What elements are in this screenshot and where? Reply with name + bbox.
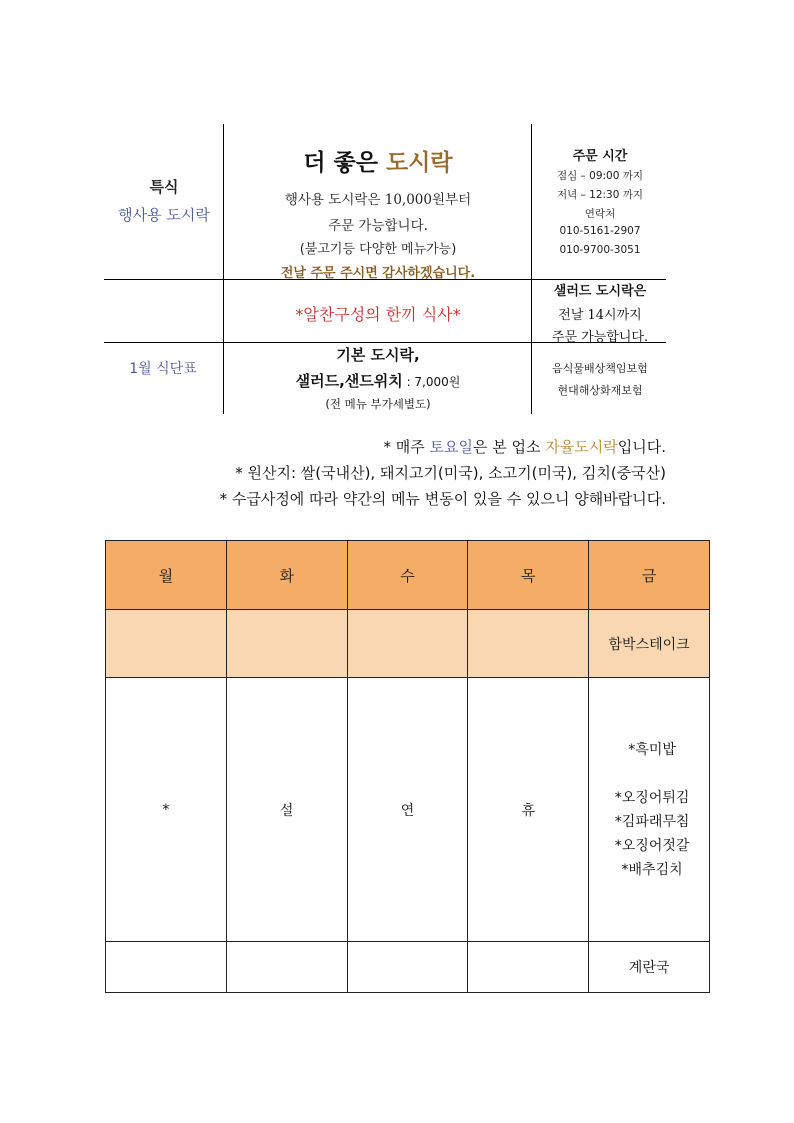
soup-cell: 계란국 [589, 942, 710, 993]
main-cell: 연 [347, 678, 468, 942]
day-header: 금 [589, 541, 710, 610]
table-row-soup [106, 942, 710, 993]
soup-cell [347, 942, 468, 993]
note-text: 입니다. [617, 438, 666, 456]
basic-price: : 7,000원 [402, 375, 461, 389]
day-header: 수 [347, 541, 468, 610]
phone-number: 010-5161-2907 [559, 225, 641, 237]
weekly-menu-table [105, 540, 710, 993]
friday-menu-list [589, 678, 710, 942]
special-cell [106, 610, 227, 678]
day-header: 화 [226, 541, 347, 610]
salad-note: 주문 가능합니다. [551, 330, 649, 345]
note-disclaimer: * 수급사정에 따라 약간의 메뉴 변동이 있을 수 있으니 양해바랍니다. [219, 490, 666, 508]
event-line: 전날 주문 주시면 감사하겠습니다. [280, 266, 476, 281]
header-block [104, 124, 666, 414]
special-cell: 함박스테이크 [589, 610, 710, 678]
note-line [104, 434, 666, 460]
vat-note: (전 메뉴 부가세별도) [325, 397, 431, 411]
basic-menu-items: 샐러드,샌드위치 [295, 372, 403, 390]
special-cell [468, 610, 589, 678]
day-header: 월 [106, 541, 227, 610]
event-line: 행사용 도시락은 10,000원부터 [284, 192, 472, 208]
slogan: *알찬구성의 한끼 식사* [295, 305, 461, 324]
note-origin: * 원산지: 쌀(국내산), 돼지고기(미국), 소고기(미국), 김치(중국산) [235, 464, 666, 482]
order-time-title: 주문 시간 [572, 149, 628, 164]
main-cell: 설 [226, 678, 347, 942]
phone-number: 010-9700-3051 [559, 244, 641, 256]
special-label: 특식 [149, 178, 179, 196]
menu-item: *오징어젓갈 [614, 837, 690, 854]
menu-item: *배추김치 [621, 861, 683, 878]
menu-item: *흑미밥 [628, 741, 676, 758]
menu-item: *김파래무침 [614, 813, 690, 830]
event-line: 주문 가능합니다. [328, 218, 428, 234]
insurance-line: 현대해상화재보험 [557, 384, 643, 397]
soup-cell [106, 942, 227, 993]
page-title [224, 144, 532, 177]
table-row-days [106, 541, 710, 610]
table-row-main [106, 678, 710, 942]
soup-cell [468, 942, 589, 993]
monthly-menu-label: 1월 식단표 [129, 361, 197, 377]
title-prefix: 더 좋은 [303, 149, 386, 176]
main-cell: * [106, 678, 227, 942]
salad-note: 샐러드 도시락은 [553, 284, 647, 299]
table-row-special [106, 610, 710, 678]
special-cell [226, 610, 347, 678]
note-saturday: 토요일 [429, 438, 474, 456]
notes [104, 434, 666, 512]
special-cell [347, 610, 468, 678]
salad-note: 전날 14시까지 [558, 308, 642, 323]
title-accent: 도시락 [386, 149, 453, 176]
event-line: (불고기등 다양한 메뉴가능) [299, 242, 457, 257]
contact-label: 연락처 [584, 208, 616, 220]
note-text: * 매주 [383, 438, 430, 456]
basic-menu-line [224, 370, 532, 391]
insurance-line: 음식물배상책임보험 [552, 362, 648, 375]
order-dinner: 저녁 – 12:30 까지 [556, 189, 644, 201]
note-text: 은 본 업소 [473, 438, 546, 456]
main-cell: 휴 [468, 678, 589, 942]
basic-menu-line: 기본 도시락, [336, 346, 420, 364]
menu-item: *오징어튀김 [614, 789, 690, 806]
order-lunch: 점심 – 09:00 까지 [556, 170, 644, 182]
soup-cell [226, 942, 347, 993]
spacer [595, 762, 709, 786]
special-sub: 행사용 도시락 [118, 206, 210, 224]
note-self-service: 자율도시락 [545, 438, 618, 456]
day-header: 목 [468, 541, 589, 610]
